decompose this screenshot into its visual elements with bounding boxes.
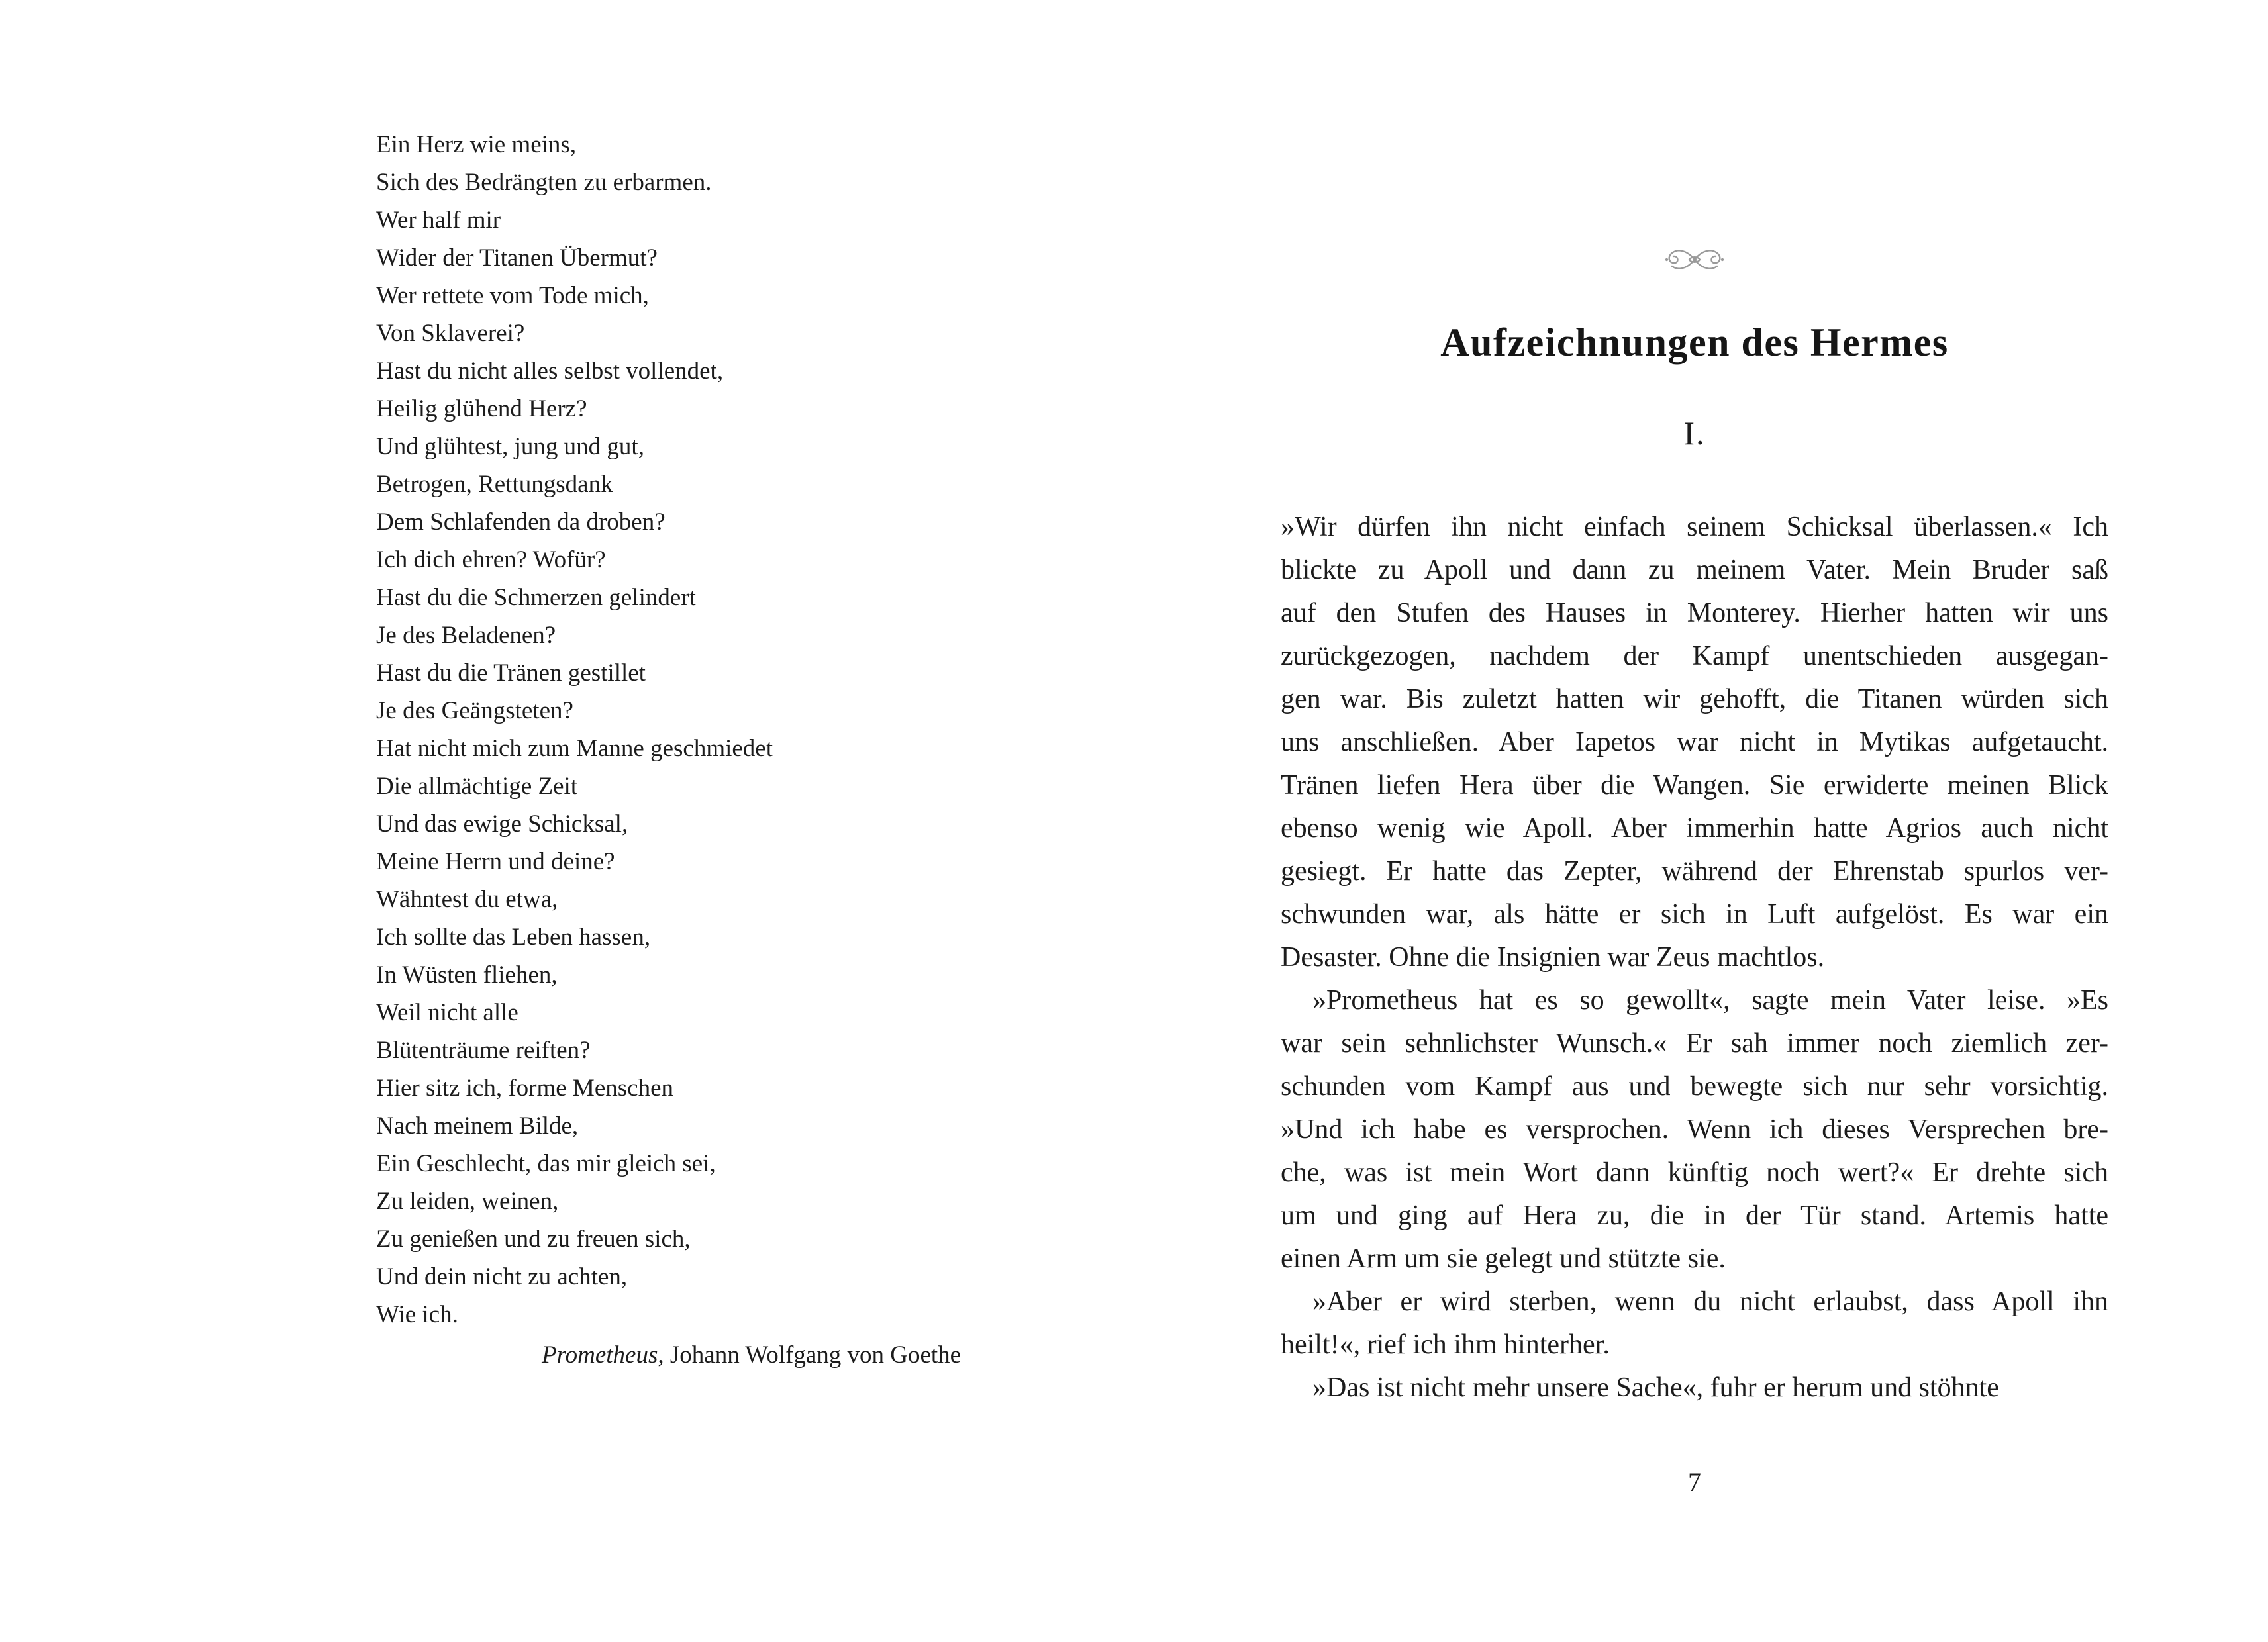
prose-line: gesiegt. Er hatte das Zepter, während der Ehrenstab spurlos ver-	[1281, 856, 2108, 887]
poem-line: Ein Herz wie meins,	[376, 131, 577, 158]
poem-line: Die allmächtige Zeit	[376, 773, 578, 800]
prose-line: war sein sehnlichster Wunsch.« Er sah immer noch ziemlich zer-	[1281, 1028, 2108, 1059]
poem-line: Ich dich ehren? Wofür?	[376, 546, 606, 573]
poem-line: Hat nicht mich zum Manne geschmiedet	[376, 735, 773, 762]
prose-line: blickte zu Apoll und dann zu meinem Vater. Mein Bruder saß	[1281, 555, 2108, 585]
poem-line: Zu genießen und zu freuen sich,	[376, 1226, 691, 1253]
prose-line: gen war. Bis zuletzt hatten wir gehofft, die Titanen würden sich	[1281, 684, 2108, 714]
prose-line: Tränen liefen Hera über die Wangen. Sie erwiderte meinen Blick	[1281, 770, 2108, 800]
poem-line: Ich sollte das Leben hassen,	[376, 924, 651, 951]
prose-line: zurückgezogen, nachdem der Kampf unentschieden ausgegan-	[1281, 641, 2108, 671]
prose-line: »Das ist nicht mehr unsere Sache«, fuhr er herum und stöhnte	[1312, 1373, 1999, 1403]
prose-line: auf den Stufen des Hauses in Monterey. Hierher hatten wir uns	[1281, 598, 2108, 628]
poem-line: Von Sklaverei?	[376, 320, 525, 347]
prose-line: »Aber er wird sterben, wenn du nicht erlaubst, dass Apoll ihn	[1312, 1286, 2108, 1317]
prose-body	[1281, 506, 2108, 1410]
poem-line: Hast du die Tränen gestillet	[376, 659, 646, 687]
poem-line: Je des Beladenen?	[376, 622, 556, 649]
poem-line: In Wüsten fliehen,	[376, 961, 558, 989]
chapter-number: I.	[1683, 414, 1706, 452]
prose-line: uns anschließen. Aber Iapetos war nicht in Mytikas aufgetaucht.	[1281, 727, 2108, 757]
poem-line: Wider der Titanen Übermut?	[376, 244, 658, 271]
poem-line: Wie ich.	[376, 1301, 458, 1328]
poem-line: Zu leiden, weinen,	[376, 1188, 559, 1215]
prose-line: che, was ist mein Wort dann künftig noch wert?« Er drehte sich	[1281, 1157, 2108, 1188]
prose-line: Desaster. Ohne die Insignien war Zeus machtlos.	[1281, 942, 1825, 973]
page-number: 7	[1688, 1467, 1701, 1497]
poem-line: Nach meinem Bilde,	[376, 1112, 579, 1139]
poem-line: Wähntest du etwa,	[376, 886, 558, 913]
poem-line: Blütenträume reiften?	[376, 1037, 591, 1064]
chapter-title: Aufzeichnungen des Hermes	[1440, 320, 1949, 364]
prose-line: um und ging auf Hera zu, die in der Tür stand. Artemis hatte	[1281, 1200, 2108, 1231]
paragraph	[1281, 979, 2108, 1280]
poem-line: Weil nicht alle	[376, 999, 518, 1026]
poem-line: Betrogen, Rettungsdank	[376, 471, 613, 498]
paragraph	[1281, 506, 2108, 979]
paragraph	[1281, 1280, 2108, 1367]
poem-line: Hier sitz ich, forme Menschen	[376, 1075, 673, 1102]
prose-line: schunden vom Kampf aus und bewegte sich nur sehr vorsichtig.	[1281, 1071, 2108, 1102]
poem-line: Und glühtest, jung und gut,	[376, 433, 644, 460]
poem	[376, 126, 1105, 1333]
paragraph	[1281, 1367, 2108, 1410]
poem-line: Hast du nicht alles selbst vollendet,	[376, 358, 724, 385]
poem-line: Wer half mir	[376, 207, 501, 234]
poem-line: Wer rettete vom Tode mich,	[376, 282, 649, 309]
prose-line: ebenso wenig wie Apoll. Aber immerhin hatte Agrios auch nicht	[1281, 813, 2108, 844]
poem-work-title: Prometheus	[542, 1341, 658, 1369]
poem-line: Meine Herrn und deine?	[376, 848, 615, 875]
poem-line: Je des Geängsteten?	[376, 697, 573, 724]
poem-line: Hast du die Schmerzen gelindert	[376, 584, 696, 611]
prose-line: einen Arm um sie gelegt und stützte sie.	[1281, 1243, 1726, 1274]
prose-line: schwunden war, als hätte er sich in Luft aufgelöst. Es war ein	[1281, 899, 2108, 930]
poem-line: Sich des Bedrängten zu erbarmen.	[376, 169, 712, 196]
prose-line: »Und ich habe es versprochen. Wenn ich dieses Versprechen bre-	[1281, 1114, 2108, 1145]
poem-author: , Johann Wolfgang von Goethe	[658, 1341, 961, 1369]
floral-flourish-icon	[1281, 245, 2108, 277]
prose-line: »Prometheus hat es so gewollt«, sagte mein Vater leise. »Es	[1312, 985, 2108, 1016]
poem-attribution	[542, 1336, 1105, 1374]
poem-line: Dem Schlafenden da droben?	[376, 508, 666, 536]
right-page	[1281, 245, 2108, 1410]
poem-line: Und dein nicht zu achten,	[376, 1263, 628, 1290]
poem-line: Und das ewige Schicksal,	[376, 810, 628, 838]
poem-line: Ein Geschlecht, das mir gleich sei,	[376, 1150, 716, 1177]
poem-line: Heilig glühend Herz?	[376, 395, 587, 422]
prose-line: »Wir dürfen ihn nicht einfach seinem Schicksal überlassen.« Ich	[1281, 512, 2108, 542]
left-page	[376, 126, 1105, 1374]
prose-line: heilt!«, rief ich ihm hinterher.	[1281, 1329, 1610, 1360]
